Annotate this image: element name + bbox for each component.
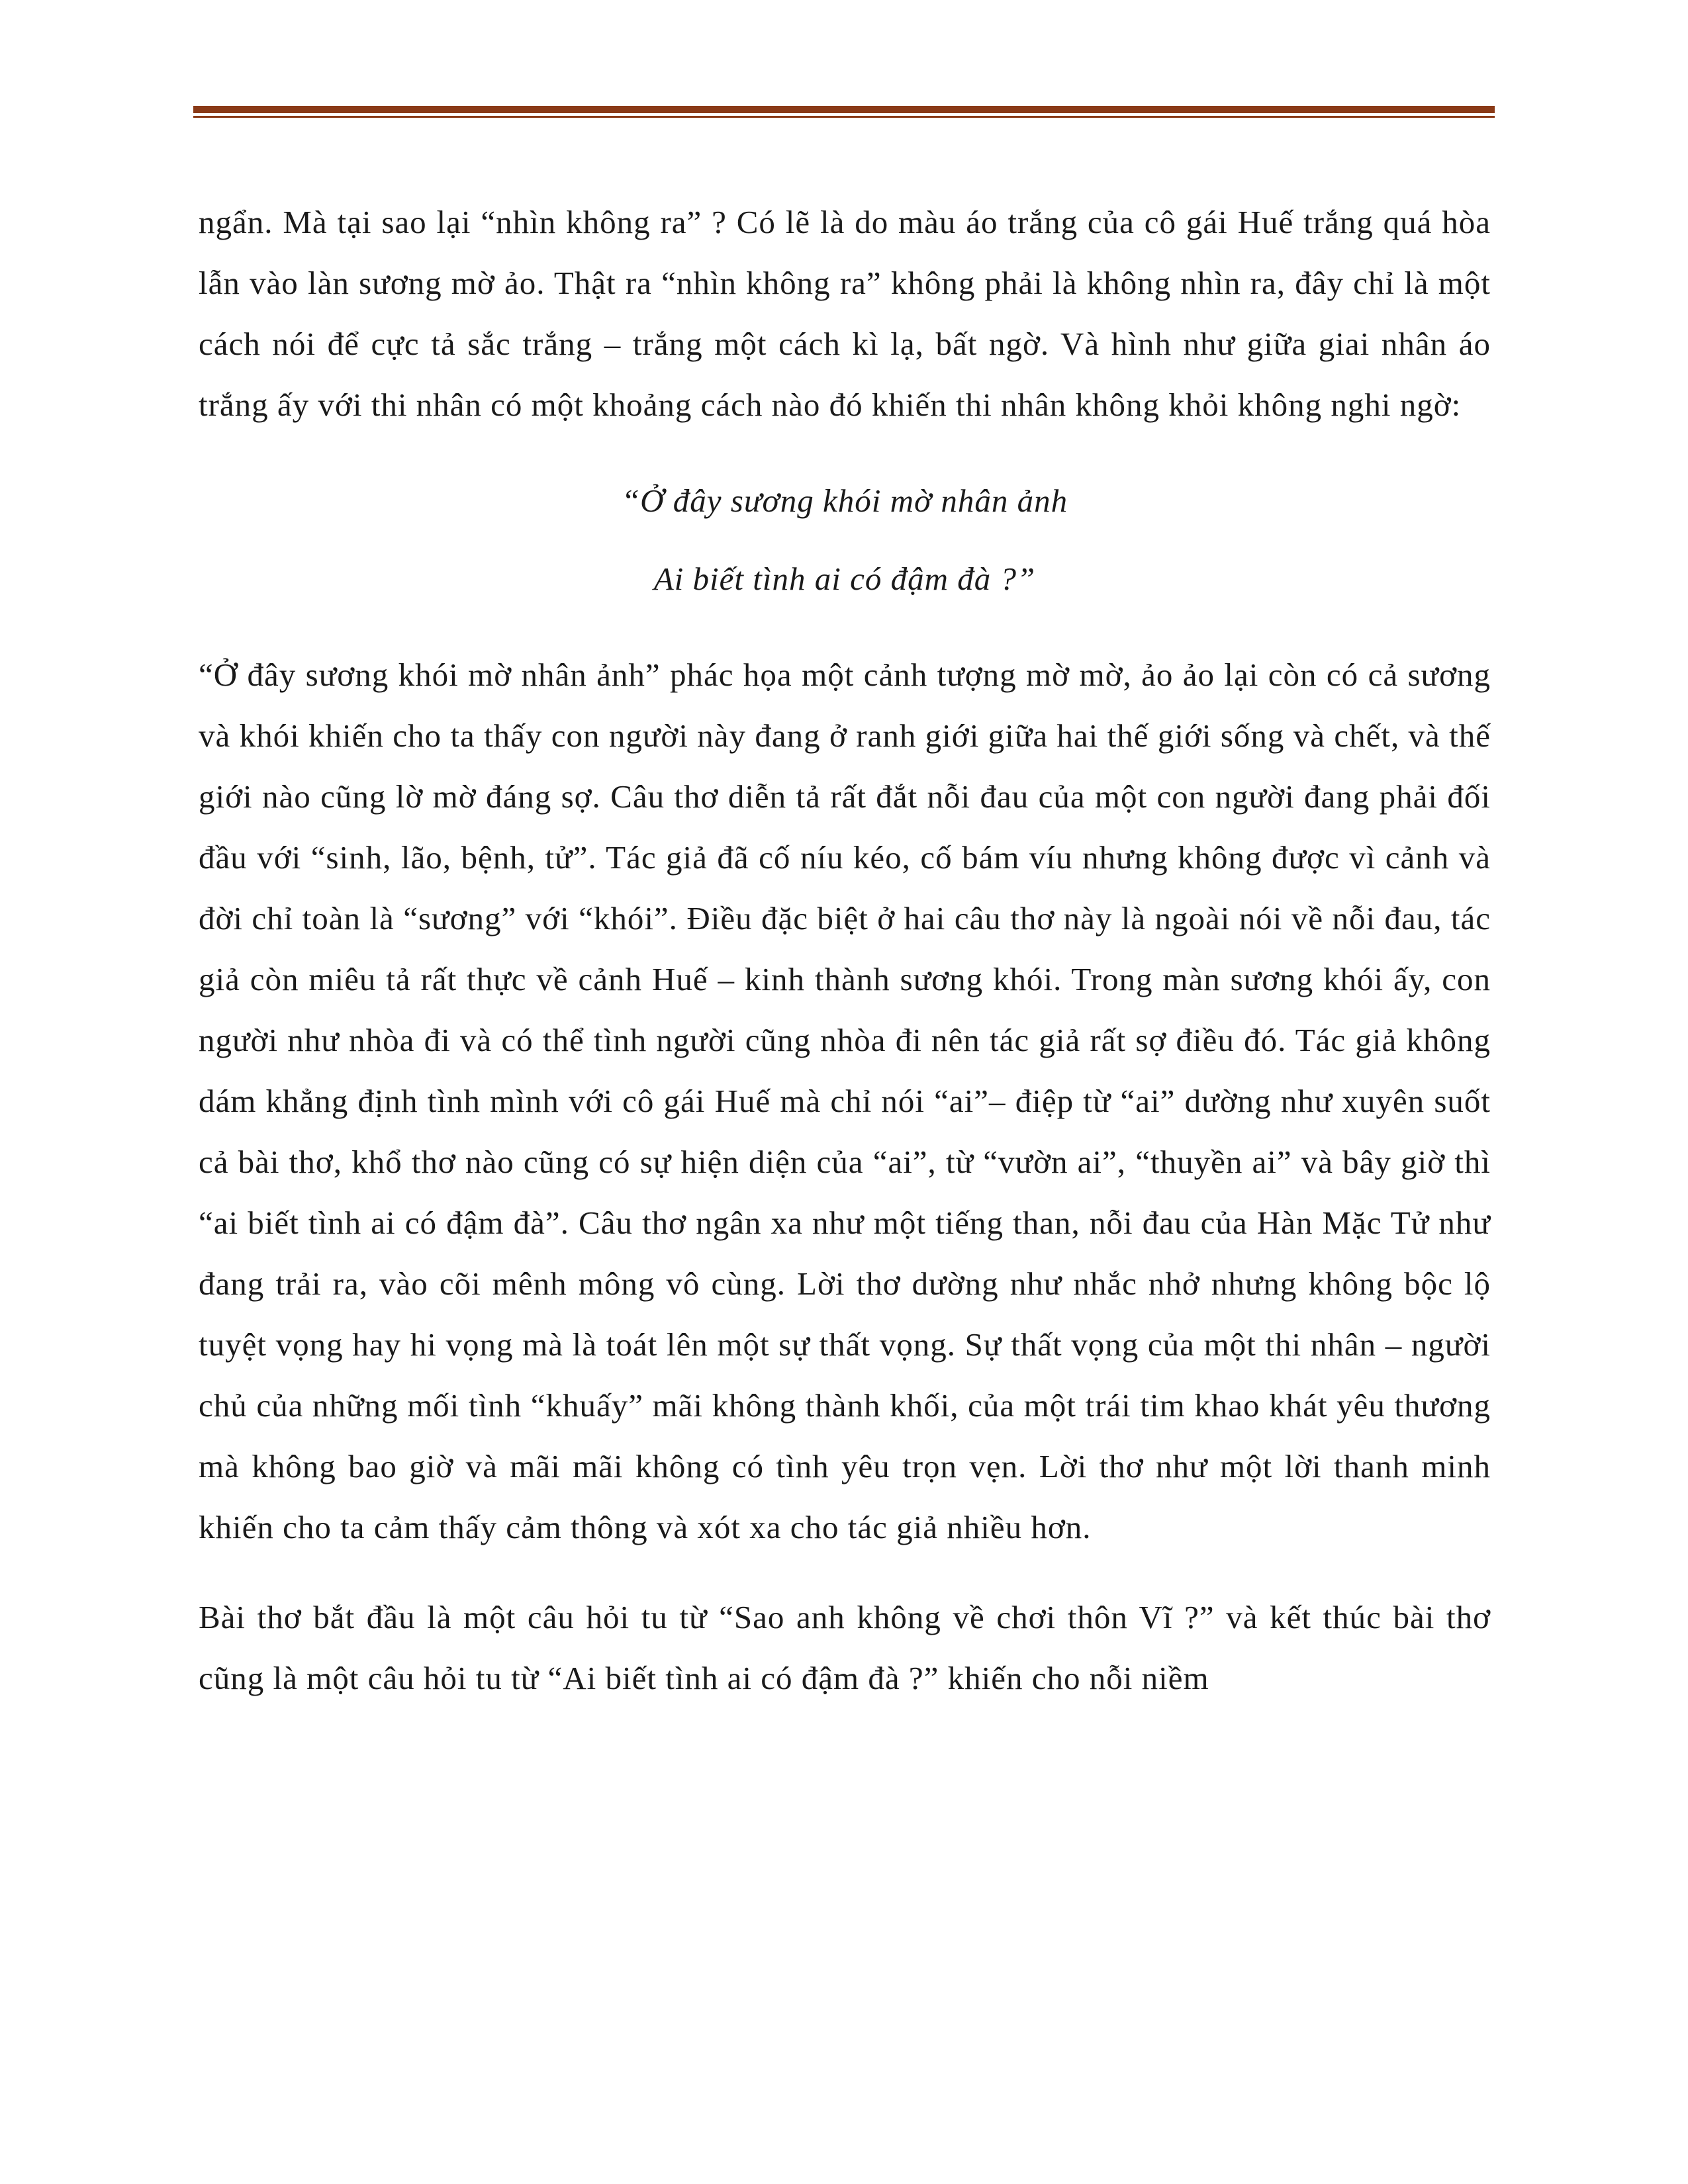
header-rule-thick: [193, 106, 1495, 113]
paragraph-intro: ngẩn. Mà tại sao lại “nhìn không ra” ? Có lẽ là do màu áo trắng của cô gái Huế trắng quá hòa lẫn vào làn sương mờ ảo. Thật ra “nhìn không ra” không phải là không nhìn ra, đây chỉ là một cách nói để cực tả sắc trắng – trắng một cách kì lạ, bất ngờ. Và hình như giữa giai nhân áo trắng ấy với thi nhân có một khoảng cách nào đó khiến thi nhân không khỏi không nghi ngờ:: [199, 204, 1491, 423]
body-text: [199, 192, 1491, 1709]
poem-quote-line-2: Ai biết tình ai có đậm đà ?”: [653, 561, 1036, 597]
header-rule: [193, 106, 1495, 118]
poem-quote-line-1: “Ở đây sương khói mờ nhân ảnh: [621, 482, 1068, 519]
paragraph-analysis: “Ở đây sương khói mờ nhân ảnh” phác họa một cảnh tượng mờ mờ, ảo ảo lại còn có cả sương và khói khiến cho ta thấy con người này đang ở ranh giới giữa hai thế giới sống và chết, và thế giới nào cũng lờ mờ đáng sợ. Câu thơ diễn tả rất đắt nỗi đau của một con người đang phải đối đầu với “sinh, lão, bệnh, tử”. Tác giả đã cố níu kéo, cố bám víu nhưng không được vì cảnh và đời chỉ toàn là “sương” với “khói”. Điều đặc biệt ở hai câu thơ này là ngoài nói về nỗi đau, tác giả còn miêu tả rất thực về cảnh Huế – kinh thành sương khói. Trong màn sương khói ấy, con người như nhòa đi và có thể tình người cũng nhòa đi nên tác giả rất sợ điều đó. Tác giả không dám khẳng định tình mình với cô gái Huế mà chỉ nói “ai”– điệp từ “ai” dường như xuyên suốt cả bài thơ, khổ thơ nào cũng có sự hiện diện của “ai”, từ “vườn ai”, “thuyền ai” và bây giờ thì “ai biết tình ai có đậm đà”. Câu thơ ngân xa như một tiếng than, nỗi đau của Hàn Mặc Tử như đang trải ra, vào cõi mênh mông vô cùng. Lời thơ dường như nhắc nhở nhưng không bộc lộ tuyệt vọng hay hi vọng mà là toát lên một sự thất vọng. Sự thất vọng của một thi nhân – người chủ của những mối tình “khuấy” mãi không thành khối, của một trái tim khao khát yêu thương mà không bao giờ và mãi mãi không có tình yêu trọn vẹn. Lời thơ như một lời thanh minh khiến cho ta cảm thấy cảm thông và xót xa cho tác giả nhiều hơn.: [199, 657, 1491, 1545]
header-rule-thin: [193, 116, 1495, 118]
paragraph-conclusion: Bài thơ bắt đầu là một câu hỏi tu từ “Sao anh không về chơi thôn Vĩ ?” và kết thúc bài thơ cũng là một câu hỏi tu từ “Ai biết tình ai có đậm đà ?” khiến cho nỗi niềm: [199, 1599, 1491, 1696]
poem-quote: [199, 462, 1491, 618]
